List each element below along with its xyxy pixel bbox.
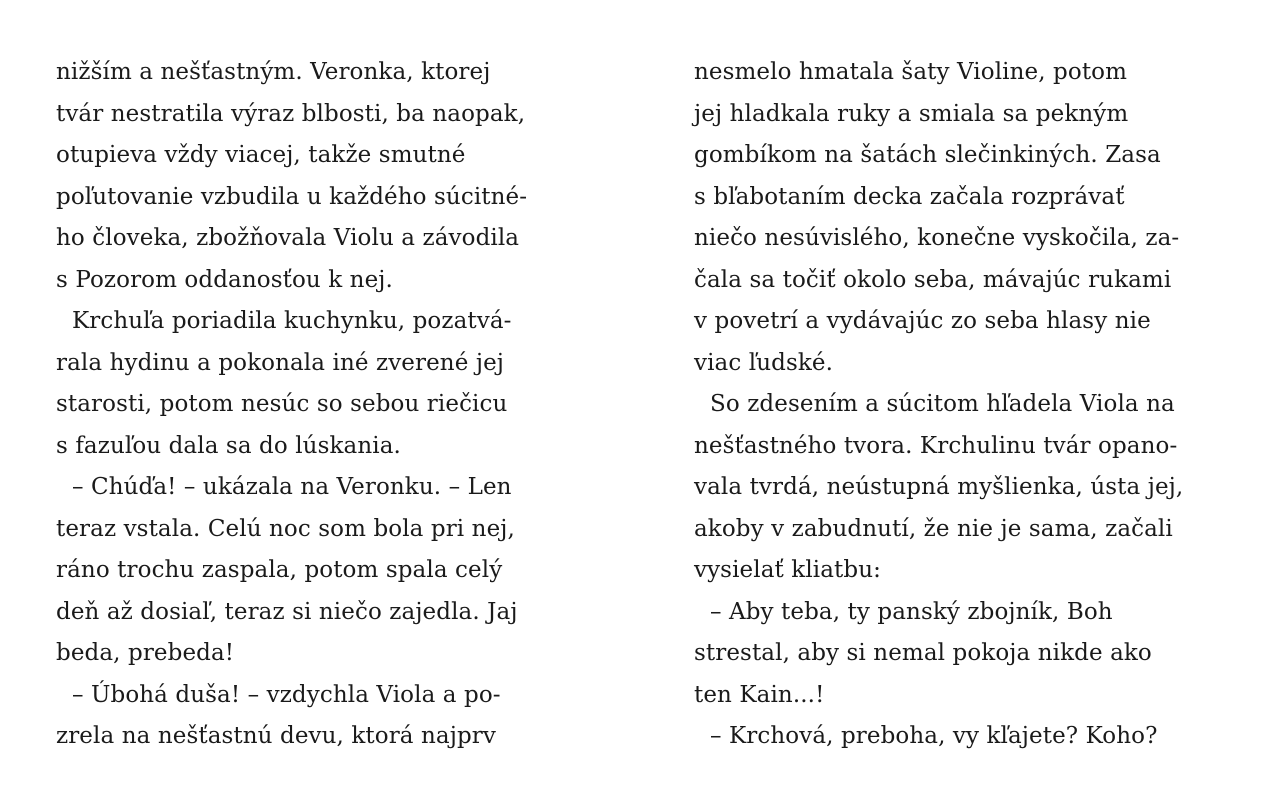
text-line: starosti, potom nesúc so sebou riečicu	[56, 391, 508, 417]
text-line: gombíkom na šatách slečinkiných. Zasa	[694, 142, 1161, 168]
text-line: – Krchová, preboha, vy kľajete? Koho?	[710, 723, 1158, 749]
text-line: poľutovanie vzbudila u každého súcitné-	[56, 183, 528, 210]
right-page-text	[694, 52, 1234, 758]
text-line: So zdesením a súcitom hľadela Viola na	[710, 391, 1175, 417]
text-line: jej hladkala ruky a smiala sa pekným	[694, 100, 1129, 127]
text-line: ráno trochu zaspala, potom spala celý	[56, 557, 503, 583]
text-line: čala sa točiť okolo seba, mávajúc rukami	[694, 266, 1172, 293]
text-line: beda, prebeda!	[56, 640, 235, 666]
text-line: s fazuľou dala sa do lúskania.	[56, 432, 401, 459]
text-line: – Úbohá duša! – vzdychla Viola a po-	[72, 681, 501, 708]
text-line: nešťastného tvora. Krchulinu tvár opano-	[694, 432, 1178, 459]
text-line: v povetrí a vydávajúc zo seba hlasy nie	[694, 308, 1151, 334]
text-line: strestal, aby si nemal pokoja nikde ako	[694, 640, 1152, 666]
text-line: s bľabotaním decka začala rozprávať	[694, 183, 1125, 210]
text-line: akoby v zabudnutí, že nie je sama, začali	[694, 515, 1173, 542]
text-line: rala hydinu a pokonala iné zverené jej	[56, 349, 505, 376]
text-line: viac ľudské.	[694, 349, 834, 376]
text-line: vysielať kliatbu:	[694, 557, 881, 583]
text-line: vala tvrdá, neústupná myšlienka, ústa jej,	[694, 474, 1184, 500]
text-line: niečo nesúvislého, konečne vyskočila, za-	[694, 225, 1180, 251]
text-line: ten Kain...!	[694, 681, 825, 708]
text-line: zrela na nešťastnú devu, ktorá najprv	[56, 723, 496, 749]
text-line: – Aby teba, ty panský zbojník, Boh	[710, 598, 1113, 625]
text-line: nesmelo hmatala šaty Violine, potom	[694, 59, 1128, 85]
text-line: ho človeka, zbožňovala Violu a závodila	[56, 225, 520, 251]
text-line: Krchuľa poriadila kuchynku, pozatvá-	[72, 308, 512, 334]
text-line: s Pozorom oddanosťou k nej.	[56, 266, 393, 293]
text-line: – Chúďa! – ukázala na Veronku. – Len	[72, 474, 512, 500]
text-line: nižším a nešťastným. Veronka, ktorej	[56, 59, 491, 85]
text-line: otupieva vždy viacej, takže smutné	[56, 142, 466, 168]
text-line: deň až dosiaľ, teraz si niečo zajedla. Jaj	[56, 598, 518, 625]
text-line: teraz vstala. Celú noc som bola pri nej,	[56, 515, 515, 542]
text-line: tvár nestratila výraz blbosti, ba naopak,	[56, 100, 526, 127]
left-page-text	[56, 52, 596, 758]
